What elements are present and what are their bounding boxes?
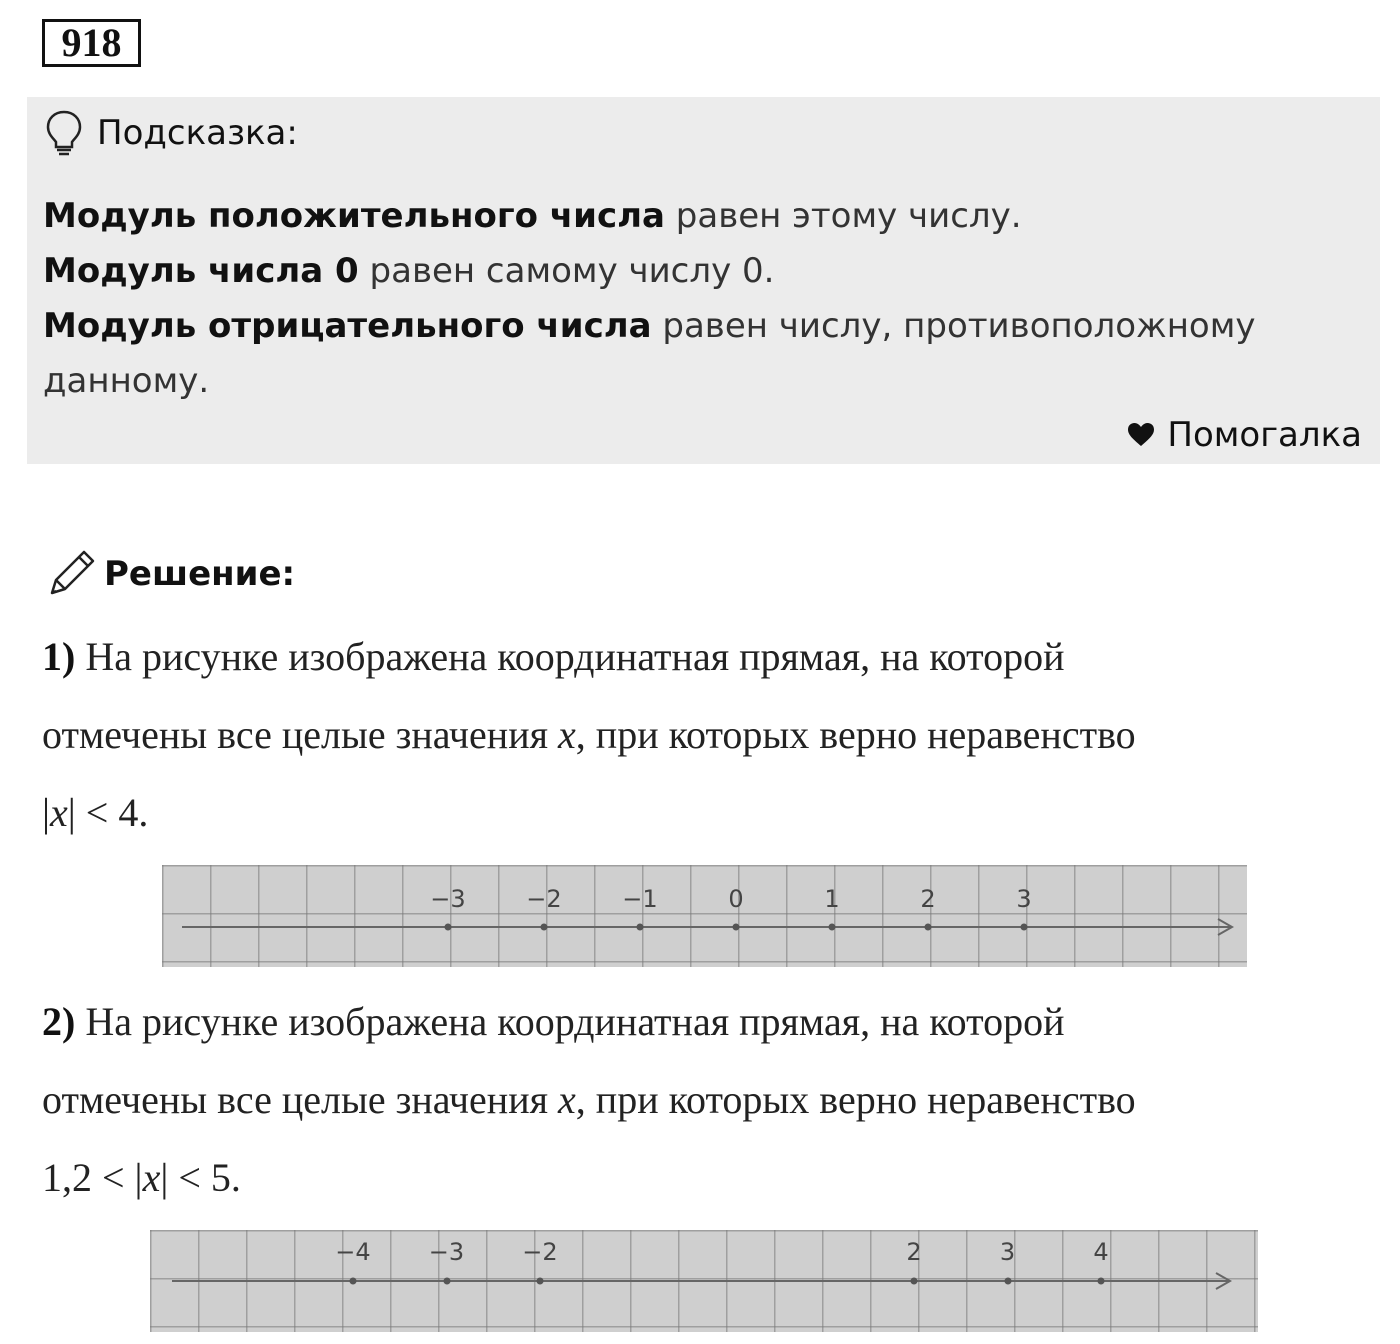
part1-text-2a: отмечены все целые значения [42,712,559,757]
hint-line-rest: равен числу, противоположному [651,306,1256,346]
part2-line1 [42,983,1362,1061]
number-line-point [829,924,836,931]
brand-link[interactable] [1127,410,1362,460]
hint-box [27,97,1380,464]
number-line-label: 2 [920,885,936,913]
hint-title: Подсказка: [97,113,298,153]
number-line-image-2 [150,1230,1258,1332]
brand-label[interactable]: Помогалка [1167,415,1362,455]
number-line-axis [162,865,1247,967]
part1-text-2b: , при которых верно неравенство [575,712,1136,757]
pencil-icon [44,547,98,601]
solution-title: Решение: [104,554,296,594]
hint-header [45,107,298,159]
number-line-point [1021,924,1028,931]
number-line-label: 1 [824,885,840,913]
hint-line [43,244,1333,299]
number-line-point [925,924,932,931]
hint-line [43,189,1333,244]
number-line-point [733,924,740,931]
number-line-point [541,924,548,931]
number-line-point [637,924,644,931]
number-line-label: −2 [522,1238,558,1266]
hint-line-bold: Модуль положительного числа [43,196,665,236]
part2-line3 [42,1139,1362,1217]
hint-line [43,354,1333,409]
task-number: 918 [42,19,141,67]
number-line-label: −3 [428,1238,465,1266]
number-line-point [911,1278,918,1285]
part2-line2 [42,1061,1362,1139]
number-line-label: −4 [335,1238,371,1266]
part2-text-3a: 1,2 < | [42,1155,143,1200]
part1-number: 1) [42,634,76,679]
part2-text-2b: , при которых верно неравенство [575,1077,1136,1122]
part2-text-1: На рисунке изображена координатная прямая, на которой [75,999,1065,1044]
solution-part-1 [42,618,1362,852]
hint-text [43,189,1333,409]
number-line-label: 0 [728,885,744,913]
number-line-label: −3 [430,885,466,913]
solution-part-2 [42,983,1362,1217]
part1-text-3a: | [42,790,51,835]
hint-line-bold: Модуль отрицательного числа [43,306,652,346]
part2-number: 2) [42,999,76,1044]
part1-line2 [42,696,1362,774]
hint-line-bold: Модуль числа 0 [43,251,359,291]
solution-header [44,544,295,604]
part2-text-2a: отмечены все целые значения [42,1077,559,1122]
number-line-label: 2 [906,1238,922,1266]
part1-text-1: На рисунке изображена координатная прямая, на которой [75,634,1065,679]
heart-icon [1127,422,1155,448]
hint-line-rest: данному. [43,361,210,401]
part1-variable: x [558,712,576,757]
number-line-point [443,1278,450,1285]
hint-line-rest: равен этому числу. [664,196,1022,236]
number-line-point [1098,1278,1105,1285]
part1-line1 [42,618,1362,696]
number-line-label: 3 [999,1238,1016,1266]
number-line-label: −2 [526,885,562,913]
number-line-point [445,924,452,931]
number-line-point [1004,1278,1011,1285]
part2-variable: x [558,1077,576,1122]
number-line-label: 4 [1093,1238,1109,1266]
part2-text-3b: | < 5. [160,1155,241,1200]
number-line-axis [150,1230,1258,1332]
number-line-label: 3 [1016,885,1032,913]
part1-line3 [42,774,1362,852]
part1-text-3b: | < 4. [67,790,149,835]
part2-variable-2: x [142,1155,161,1200]
number-line-point [537,1278,544,1285]
number-line-image-1 [162,865,1247,967]
number-line-label: −1 [622,885,658,913]
hint-line [43,299,1333,354]
part1-variable-2: x [50,790,68,835]
hint-line-rest: равен самому числу 0. [358,251,775,291]
number-line-point [350,1278,357,1285]
lightbulb-icon [45,109,83,157]
